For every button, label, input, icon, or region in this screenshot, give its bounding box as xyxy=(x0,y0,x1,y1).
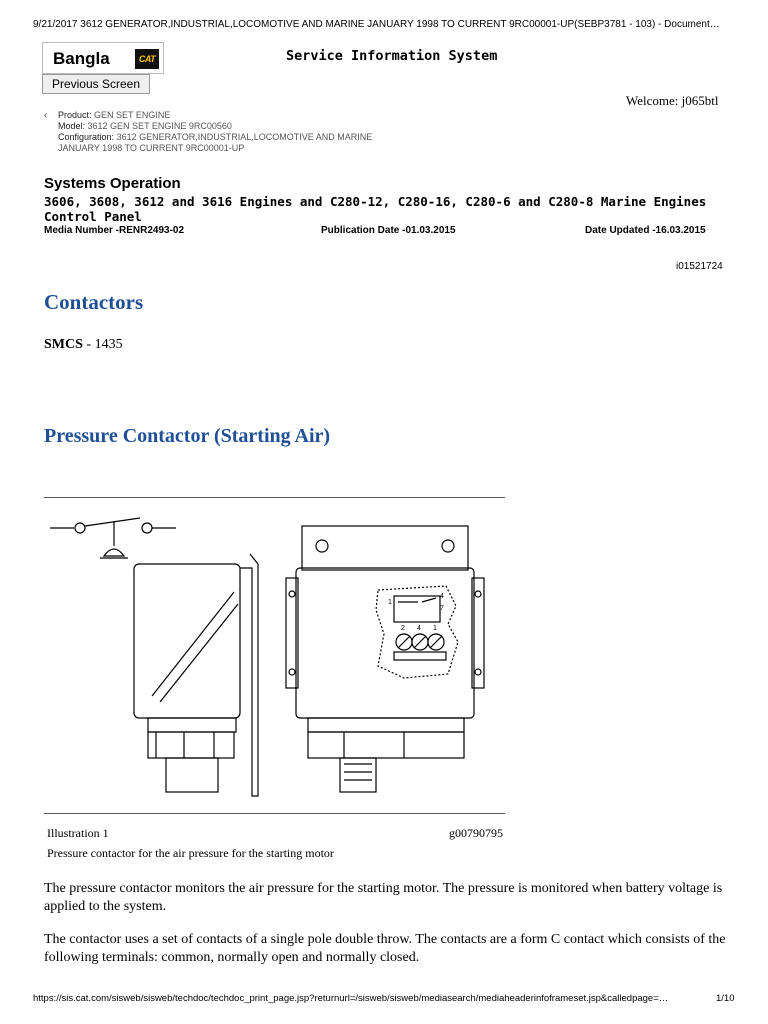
smcs-code: SMCS - 1435 xyxy=(44,337,123,352)
previous-screen-button[interactable]: Previous Screen xyxy=(42,74,150,94)
welcome-text: Welcome: j065btl xyxy=(626,93,719,108)
figure-bottom-rule xyxy=(44,813,505,814)
illustration-caption: Pressure contactor for the air pressure for the starting motor xyxy=(47,846,334,860)
figure-top-rule xyxy=(44,497,505,498)
terminal-block-icon xyxy=(394,634,446,660)
breadcrumb-model: Model: 3612 GEN SET ENGINE 9RC00560 xyxy=(58,121,232,131)
terminal-label: 1 xyxy=(388,599,392,606)
illustration-label: Illustration 1 xyxy=(47,826,109,840)
breadcrumb xyxy=(44,110,372,154)
section-name: Control Panel xyxy=(44,209,142,224)
heading-pressure-contactor: Pressure Contactor (Starting Air) xyxy=(44,425,331,447)
graphic-id: g00790795 xyxy=(449,826,503,840)
footer-page-number: 1/10 xyxy=(716,993,735,1004)
front-view-drawing xyxy=(286,526,484,792)
breadcrumb-configuration: Configuration: 3612 GENERATOR,INDUSTRIAL,LOCOMOTIVE AND MARINE xyxy=(58,132,373,142)
logo-text: Bangla xyxy=(53,49,110,68)
side-view-drawing xyxy=(134,554,258,796)
engine-models: 3606, 3608, 3612 and 3616 Engines and C280-12, C280-16, C280-6 and C280-8 Marine Engines Control Panel xyxy=(44,194,724,224)
heading-contactors: Contactors xyxy=(44,290,144,314)
sis-title: Service Information System xyxy=(286,48,498,64)
paragraph: The contactor uses a set of contacts of a single pole double throw. The contacts are a form C contact which consists of the following terminals: common, normally open and normally closed. xyxy=(44,932,726,965)
terminal-label: 1 xyxy=(433,625,437,632)
terminal-label: 4 xyxy=(417,625,421,632)
media-number: Media Number -RENR2493-02 xyxy=(44,225,185,236)
breadcrumb-configuration-cont: JANUARY 1998 TO CURRENT 9RC00001-UP xyxy=(58,143,245,153)
publication-date: Publication Date -01.03.2015 xyxy=(321,225,456,236)
pressure-switch-symbol-icon xyxy=(50,518,176,558)
terminal-label: 7 xyxy=(440,605,444,612)
terminal-label: 4 xyxy=(440,593,444,600)
print-header: 9/21/2017 3612 GENERATOR,INDUSTRIAL,LOCOMOTIVE AND MARINE JANUARY 1998 TO CURRENT 9RC00001-UP(SEBP3781 - 103) - Document… xyxy=(33,19,720,30)
terminal-label: 2 xyxy=(401,625,405,632)
date-updated: Date Updated -16.03.2015 xyxy=(585,225,706,236)
breadcrumb-product: Product: GEN SET ENGINE xyxy=(58,110,171,120)
chevron-left-icon[interactable]: ‹ xyxy=(44,110,48,121)
bangla-logo xyxy=(42,42,164,74)
cat-logo-icon: CAT xyxy=(135,49,159,69)
paragraph: The pressure contactor monitors the air pressure for the starting motor. The pressure is monitored when battery voltage is applied to the system. xyxy=(44,881,723,914)
footer-url: https://sis.cat.com/sisweb/sisweb/techdoc/techdoc_print_page.jsp?returnurl=/sisweb/sisweb/mediasearch/mediaheaderinfoframeset.jsp&calledpage=… xyxy=(33,993,669,1004)
document-type: Systems Operation xyxy=(44,175,181,192)
pressure-contactor-illustration xyxy=(44,506,505,806)
document-id: i01521724 xyxy=(676,261,723,272)
